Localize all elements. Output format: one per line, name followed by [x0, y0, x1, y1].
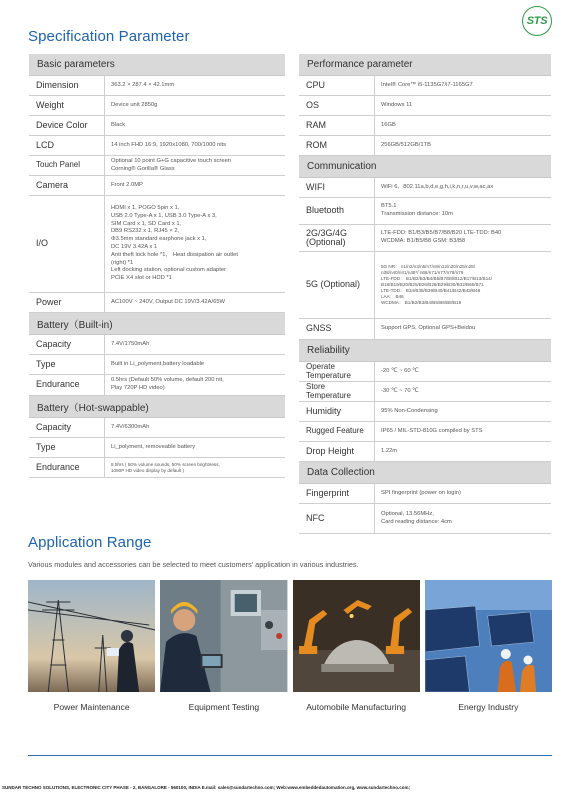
spec-row-capacity [29, 418, 285, 438]
spec-value: Black [104, 116, 285, 135]
spec-label: CPU [306, 79, 326, 90]
spec-label: ROM [306, 139, 327, 150]
spec-value: AC100V ~ 240V, Output DC 19V/3.42A/65W [104, 293, 285, 312]
automobile-manufacturing-image [293, 580, 420, 692]
spec-label: Humidity [306, 405, 342, 416]
right-spec-column [299, 54, 551, 534]
spec-value: Optional 10 point G+G capacitive touch screen Corning® Gorilla® Glass [104, 156, 285, 175]
spec-label: NFC [306, 512, 325, 523]
spec-value: -30 ℃ ~ 70 ℃ [374, 382, 551, 401]
spec-value: Built in Li_polyment,battery loadable [104, 355, 285, 374]
spec-row-operate-temperature [299, 362, 551, 382]
spec-value: WiFi 6，802.11a,b,d,e,g,h,i,k,n,r,u,v,w,ac,ax [374, 178, 551, 197]
equipment-testing-image [160, 580, 287, 692]
spec-title: Specification Parameter [28, 28, 190, 45]
spec-row-device-color [29, 116, 285, 136]
section-data-collection: Data Collection [299, 462, 551, 484]
spec-row-endurance [29, 375, 285, 396]
footer-contact: SUNDAR TECHNO SOLUTIONS, ELECTRONIC CITY PHASE - 2, BANGALORE - 560100, INDIA E.mail: sales@sundartechno.com; Web:www.embeddedautomation.org, www.sundartechno.com; [2, 785, 411, 790]
spec-row-io [29, 196, 285, 293]
spec-value: Li_polyment, removeable battery [104, 438, 285, 457]
spec-label: Weight [36, 99, 64, 110]
spec-value: Windows 11 [374, 96, 551, 115]
spec-label: Camera [36, 179, 69, 190]
spec-row-drop-height [299, 442, 551, 462]
spec-value: -20 ℃ ~ 60 ℃ [374, 362, 551, 381]
spec-label: Drop Height [306, 445, 355, 456]
spec-label: Dimension [36, 79, 79, 90]
power-maintenance-image [28, 580, 155, 692]
spec-label: OS [306, 99, 320, 110]
spec-row-bluetooth [299, 198, 551, 225]
spec-label: 5G (Optional) [306, 279, 361, 290]
section-battery-hot-swappable: Battery（Hot-swappable) [29, 396, 285, 418]
spec-value: LTE-FDD: B1/B3/B5/B7/B8/B20 LTE-TDD: B40 WCDMA: B1/B5/B8 GSM: B3/B8 [374, 225, 551, 251]
spec-value: BT5.1 Transmission distance: 10m [374, 198, 551, 224]
caption-power-maintenance: Power Maintenance [53, 702, 130, 712]
spec-row-dimension [29, 76, 285, 96]
spec-row-capacity [29, 335, 285, 355]
spec-row-5g [299, 252, 551, 319]
spec-row-ram [299, 116, 551, 136]
spec-value: 95% Non-Condensing [374, 402, 551, 421]
spec-label: I/O [36, 238, 49, 249]
spec-row-store-temperature [299, 382, 551, 402]
spec-label: WIFI [306, 181, 325, 192]
caption-energy-industry: Energy Industry [458, 702, 519, 712]
spec-value: 363.2 × 287.4 × 42.1mm [104, 76, 285, 95]
spec-value: SPI fingerprint (power on login) [374, 484, 551, 503]
spec-label: Bluetooth [306, 205, 345, 216]
spec-row-touch-panel [29, 156, 285, 176]
spec-value: 0.5hrs (Default 50% volume, default 200 nit, Play 720P HD video) [104, 375, 285, 395]
spec-value: 7.4V/6300mAh [104, 418, 285, 437]
spec-row-gnss [299, 319, 551, 340]
spec-row-weight [29, 96, 285, 116]
application-images [28, 580, 552, 692]
spec-label: Device Color [36, 119, 88, 130]
footer-divider [28, 755, 552, 756]
spec-row-type [29, 438, 285, 458]
application-subtitle: Various modules and accessories can be selected to meet customers' application in various industries. [28, 560, 359, 569]
spec-value: 8.5hrs ( 50% volume sounds, 50% screen brightness, 1080P HD video display by default ) [104, 458, 285, 477]
spec-value: Device unit 2850g [104, 96, 285, 115]
spec-label: Type [36, 441, 56, 452]
section-performance-parameter: Performance parameter [299, 54, 551, 76]
energy-industry-image [425, 580, 552, 692]
spec-label: Power [36, 296, 62, 307]
spec-label: Type [36, 358, 56, 369]
spec-label: Operate Temperature [306, 362, 351, 380]
spec-label: Fingerprint [306, 487, 350, 498]
spec-value: 14 inch FHD 16:9, 1920x1080, 700/1000 nits [104, 136, 285, 155]
spec-value: 5G NR： n1/n2/n3/n5/n7/n8/n12/n20/n25/n28/ n38/n40/n41/n48*/ n66/n71/n77/n78/n79 LTE-FDD： B1/B2/B3/B4/B5/B7/B8/B12/B17/B13/B14/ B18/B19/B20/B25/B26/B28/B29/B30/B32/B66/B71 LTE-TDD： B34/B38/B39/B40/B41/B42/B43/B48 LAA： B46 WCDMA： B1/B2/B3/B4/B5/B6/B8/B19 [374, 252, 551, 318]
spec-row-cpu [299, 76, 551, 96]
caption-equipment-testing: Equipment Testing [188, 702, 260, 712]
caption-automobile-manufacturing: Automobile Manufacturing [306, 702, 407, 712]
spec-value: 1.22m [374, 442, 551, 461]
spec-value: 256GB/512GB/1TB [374, 136, 551, 155]
spec-value: HDMI x 1, POGO 5pin x 1, USB 2.0 Type-A x 1, USB 3.0 Type-A x 3, SIM Card x 1, SD Card x 1, DB9 RS232 x 1, RJ45 × 2, Φ3.5mm standard earphone jack x 1, DC 19V 3.42A x 1 Anti theft lock hole *1， Heat dissipation air outlet (right) *1 Left docking station, optional custom adapter PCIE X4 slot or HDD *1 [104, 196, 285, 292]
spec-label: 2G/3G/4G (Optional) [306, 227, 348, 247]
spec-label: Endurance [36, 461, 80, 472]
spec-label: Rugged Feature [306, 426, 364, 436]
spec-label: GNSS [306, 323, 332, 334]
spec-row-wifi [299, 178, 551, 198]
spec-row-type [29, 355, 285, 375]
spec-row-2g-3g-4g [299, 225, 551, 252]
application-captions [28, 702, 552, 712]
spec-row-lcd [29, 136, 285, 156]
spec-label: Touch Panel [36, 160, 81, 170]
spec-label: Capacity [36, 338, 72, 349]
spec-label: RAM [306, 119, 326, 130]
spec-value: Support GPS, Optional GPS+Beidou [374, 319, 551, 339]
application-range-title: Application Range [28, 534, 152, 551]
spec-label: Endurance [36, 379, 80, 390]
spec-row-humidity [299, 402, 551, 422]
logo-text: STS [526, 15, 548, 27]
spec-label: Capacity [36, 421, 72, 432]
spec-row-power [29, 293, 285, 313]
spec-row-rom [299, 136, 551, 156]
section-communication: Communication [299, 156, 551, 178]
spec-value: Intel® Core™ i5-1135G7/i7-1165G7 [374, 76, 551, 95]
section-battery-built-in: Battery（Built-in) [29, 313, 285, 335]
spec-value: Optional, 13.56MHz, Card reading distance: 4cm [374, 504, 551, 533]
spec-label: LCD [36, 139, 55, 150]
spec-value: 16GB [374, 116, 551, 135]
spec-row-endurance [29, 458, 285, 478]
spec-row-rugged-feature [299, 422, 551, 442]
spec-row-nfc [299, 504, 551, 534]
spec-row-os [299, 96, 551, 116]
sts-logo [522, 6, 552, 36]
section-basic-parameters: Basic parameters [29, 54, 285, 76]
left-spec-column [29, 54, 285, 478]
spec-row-camera [29, 176, 285, 196]
spec-value: 7.4V/1750mAh [104, 335, 285, 354]
spec-row-fingerprint [299, 484, 551, 504]
section-reliability: Reliability [299, 340, 551, 362]
spec-value: IP65 / MIL-STD-810G compiled by STS [374, 422, 551, 441]
spec-value: Front 2.0MP [104, 176, 285, 195]
spec-label: Store Temperature [306, 382, 351, 400]
